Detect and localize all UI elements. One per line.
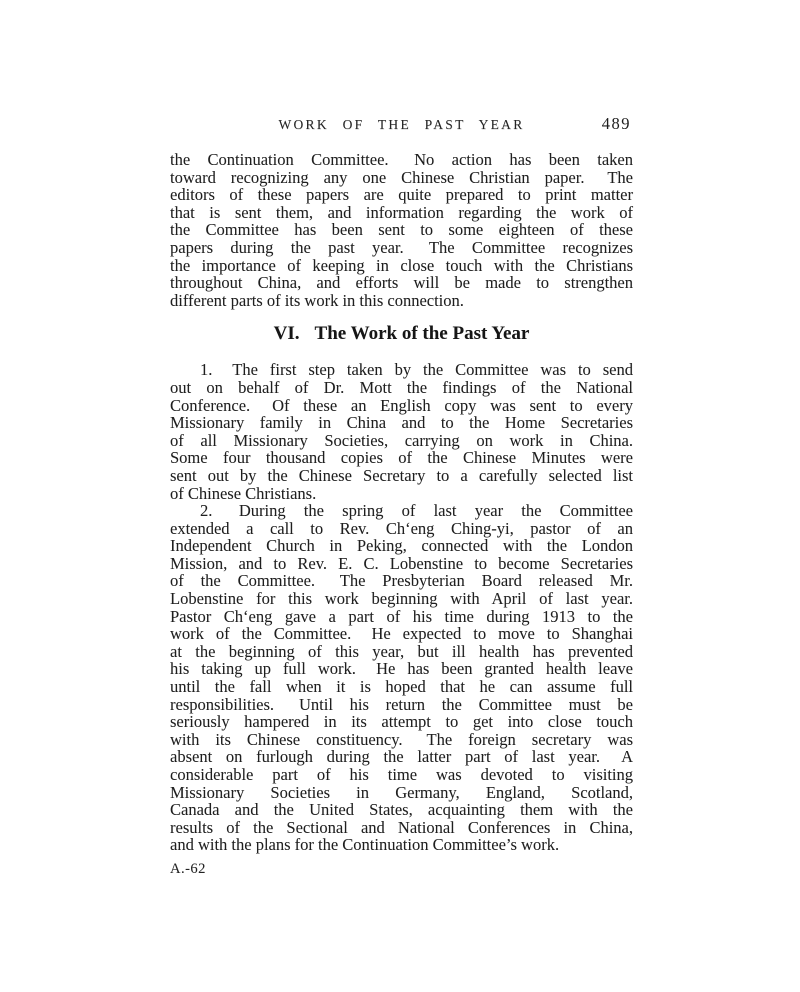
text-line: absent on furlough during the latter part of last year. A bbox=[170, 747, 633, 767]
text-line: Conference. Of these an English copy was sent to every bbox=[170, 395, 633, 415]
text-line: the Committee has been sent to some eighteen of these bbox=[170, 220, 633, 240]
text-line: papers during the past year. The Committee recognizes bbox=[170, 237, 633, 257]
page-text-column bbox=[170, 151, 633, 878]
text-line: results of the Sectional and National Conferences in China, bbox=[170, 817, 633, 837]
text-line: that is sent them, and information regarding the work of bbox=[170, 202, 633, 222]
text-line: Missionary family in China and to the Home Secretaries bbox=[170, 413, 633, 433]
running-header-title: WORK OF THE PAST YEAR bbox=[278, 117, 525, 132]
text-line: at the beginning of this year, but ill health has prevented bbox=[170, 641, 633, 661]
text-line: of all Missionary Societies, carrying on work in China. bbox=[170, 430, 633, 450]
text-line: until the fall when it is hoped that he can assume full bbox=[170, 677, 633, 697]
section-title: The Work of the Past Year bbox=[314, 323, 530, 345]
text-line: Missionary Societies in Germany, England, Scotland, bbox=[170, 782, 633, 802]
section-number: VI. bbox=[273, 323, 300, 345]
text-line: of the Committee. The Presbyterian Board released Mr. bbox=[170, 571, 633, 591]
text-line: Lobenstine for this work beginning with April of last year. bbox=[170, 589, 633, 609]
text-line: Canada and the United States, acquainting them with the bbox=[170, 800, 633, 820]
text-line: Independent Church in Peking, connected with the London bbox=[170, 536, 633, 556]
signature-mark: A.-62 bbox=[170, 860, 206, 877]
text-line: Mission, and to Rev. E. C. Lobenstine to become Secretaries bbox=[170, 553, 633, 573]
text-line: with its Chinese constituency. The foreign secretary was bbox=[170, 729, 633, 749]
text-line: 2. During the spring of last year the Committee bbox=[200, 501, 633, 521]
text-line: the importance of keeping in close touch with the Christians bbox=[170, 255, 633, 275]
text-line: toward recognizing any one Chinese Christian paper. The bbox=[170, 167, 633, 187]
text-line: throughout China, and efforts will be made to strengthen bbox=[170, 273, 633, 293]
text-line: his taking up full work. He has been granted health leave bbox=[170, 659, 633, 679]
section-heading bbox=[170, 322, 633, 346]
text-line: of Chinese Christians. bbox=[170, 483, 317, 503]
text-line: the Continuation Committee. No action has been taken bbox=[170, 150, 633, 169]
page-number: 489 bbox=[601, 114, 631, 133]
running-header bbox=[170, 116, 633, 134]
text-line: seriously hampered in its attempt to get into close touch bbox=[170, 712, 633, 732]
text-line: editors of these papers are quite prepared to print matter bbox=[170, 185, 633, 205]
text-line: out on behalf of Dr. Mott the findings of the National bbox=[170, 377, 633, 397]
text-line: 1. The first step taken by the Committee was to send bbox=[200, 360, 633, 380]
text-line: considerable part of his time was devoted to visiting bbox=[170, 765, 633, 784]
text-line: and with the plans for the Continuation Committee’s work. bbox=[170, 835, 560, 855]
text-line: sent out by the Chinese Secretary to a carefully selected list bbox=[170, 465, 633, 485]
text-line: work of the Committee. He expected to move to Shanghai bbox=[170, 624, 633, 644]
text-line: Some four thousand copies of the Chinese Minutes were bbox=[170, 448, 633, 468]
text-line: different parts of its work in this connection. bbox=[170, 290, 464, 310]
text-line: extended a call to Rev. Ch‘eng Ching-yi, pastor of an bbox=[170, 518, 633, 538]
text-line: responsibilities. Until his return the Committee must be bbox=[170, 694, 633, 714]
text-line: Pastor Ch‘eng gave a part of his time during 1913 to the bbox=[170, 606, 633, 626]
